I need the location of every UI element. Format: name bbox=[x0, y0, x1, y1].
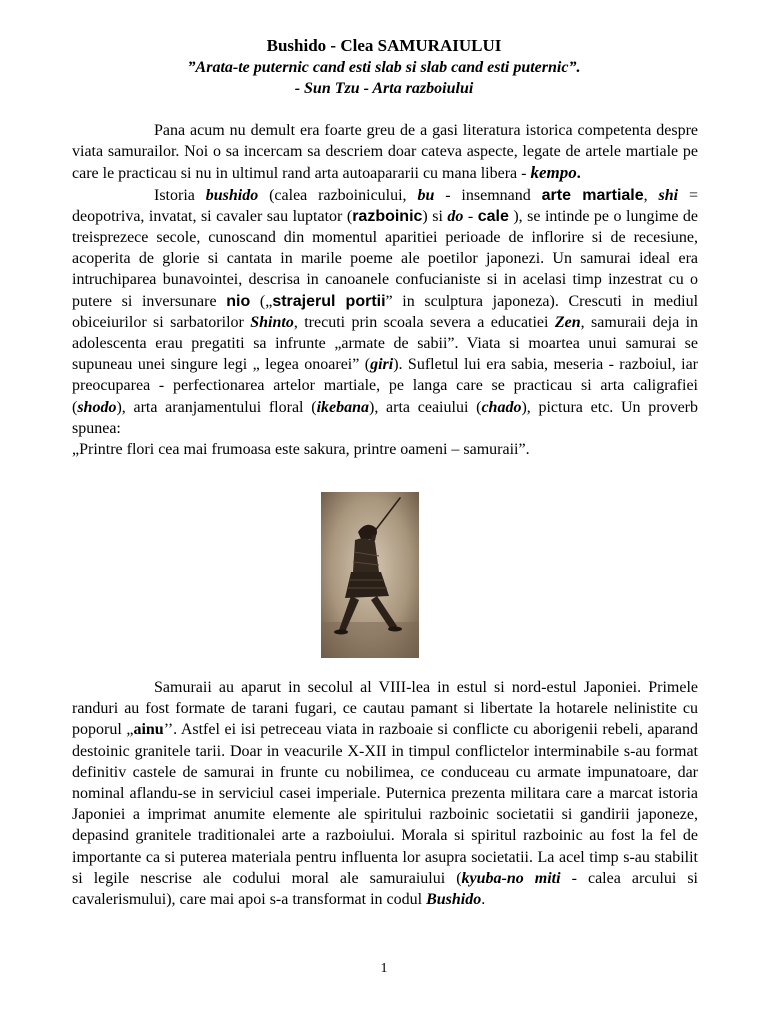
term-ainu: ainu bbox=[133, 721, 164, 739]
origins-text bbox=[72, 677, 698, 910]
term-bushido-code: Bushido bbox=[426, 891, 482, 909]
motto-quote: ”Arata-te puternic cand esti slab si slab cand esti puternic”. bbox=[187, 59, 581, 76]
term-nio: nio bbox=[226, 292, 251, 310]
document-title: Bushido - Clea SAMURAIULUI bbox=[266, 36, 502, 55]
term-strajerul-portii: strajerul portii bbox=[272, 292, 386, 310]
term-kempo: kempo bbox=[530, 163, 577, 183]
term-razboinic: razboinic bbox=[352, 207, 423, 225]
term-ikebana: ikebana bbox=[316, 398, 370, 416]
term-kyuba-no-miti: kyuba-no miti bbox=[461, 869, 561, 887]
samurai-photo bbox=[321, 492, 419, 658]
quote-source: - Sun Tzu - Arta razboiului bbox=[294, 80, 474, 97]
term-cale: cale bbox=[477, 207, 509, 225]
term-zen: Zen bbox=[554, 313, 581, 331]
term-shodo: shodo bbox=[77, 398, 117, 416]
term-bushido: bushido bbox=[205, 186, 259, 204]
term-shi: shi bbox=[658, 186, 679, 204]
paragraph-origins: Samuraii au aparut in secolul al VIII-lea in estul si nord-estul Japoniei. Primele randuri au fost formate de tarani fugari, ce cautau pamant si libertate la hotarele nelinistite cu poporul „ainu’’. Astfel ei isi petreceau viata in razboaie si conflicte cu aborigenii rebeli, aparand destoinic granitele tarii. Doar in veacurile X-XII in timpul conflictelor interminabile s-au format definitiv castele de samurai in frunte cu nobilimea, ce conduceau cu armate impunatoare, dar nominal aflandu-se in serviciul casei imperiale. Puternica prezenta militara care a marcat istoria Japoniei a imprimat anumite elemente ale spiritului razboinic societatii si gandirii japoneze, depasind granitele traditionalei arte a razboiului. Morala si spiritul razboinic au fost la fel de importante ca si puterea materiala pentru influenta lor asupra societatii. La acel timp s-au stabilit si legile nescrise ale codului moral ale samuraiului (kyuba-no miti - calea arcului si cavalerismului), care mai apoi s-a transformat in codul Bushido. bbox=[72, 679, 699, 909]
term-do: do bbox=[447, 207, 464, 225]
term-arte-martiale: arte martiale bbox=[541, 186, 644, 204]
paragraph-intro: Pana acum nu demult era foarte greu de a gasi literatura istorica competenta despre viata samurailor. Noi o sa incercam sa descriem doar cateva aspecte, legate de artele martiale pe care le practicau si nu in ultimul rand arta autoapararii cu mana libera - kempo. bbox=[72, 122, 698, 183]
term-shinto: Shinto bbox=[250, 313, 294, 331]
term-giri: giri bbox=[370, 356, 394, 374]
term-bu: bu bbox=[417, 186, 435, 204]
paragraph-history: Istoria bushido (calea razboinicului, bu - insemnand arte martiale, shi = deopotriva, invatat, si cavaler sau luptator (razboinic) si do - cale ), se intinde pe o lungime de treisprezece secole, cunoscand din momentul aparitiei perioade de inflorire si de recesiune, acoperita de glorie si cantata in marile poeme ale poetilor japonezi. Un samurai ideal era intruchiparea bunavointei, descrisa in canoanele confucianiste si in acelasi timp inzestrat cu o putere si inversunare nio („strajerul portii” in sculptura japoneza). Crescuti in mediul obiceiurilor si sarbatorilor Shinto, trecuti prin scoala severa a educatiei Zen, samuraii deja in adolescenta erau pregatiti sa infrunte „armate de sabii”. Viata si moartea unui samurai se supuneau unei singure legi „ legea onoarei” (giri). Sufletul lui era sabia, meseria - razboiul, iar preocuparea - perfectionarea artelor martiale, pe langa care se practicau si arta caligrafiei (shodo), arta aranjamentului floral (ikebana), arta ceaiului (chado), pictura etc. Un proverb spunea: bbox=[72, 186, 699, 437]
page-number: 1 bbox=[380, 961, 388, 976]
term-chado: chado bbox=[481, 398, 522, 416]
proverb-line: „Printre flori cea mai frumoasa este sakura, printre oameni – samuraii”. bbox=[72, 441, 530, 459]
intro-text bbox=[72, 120, 698, 460]
